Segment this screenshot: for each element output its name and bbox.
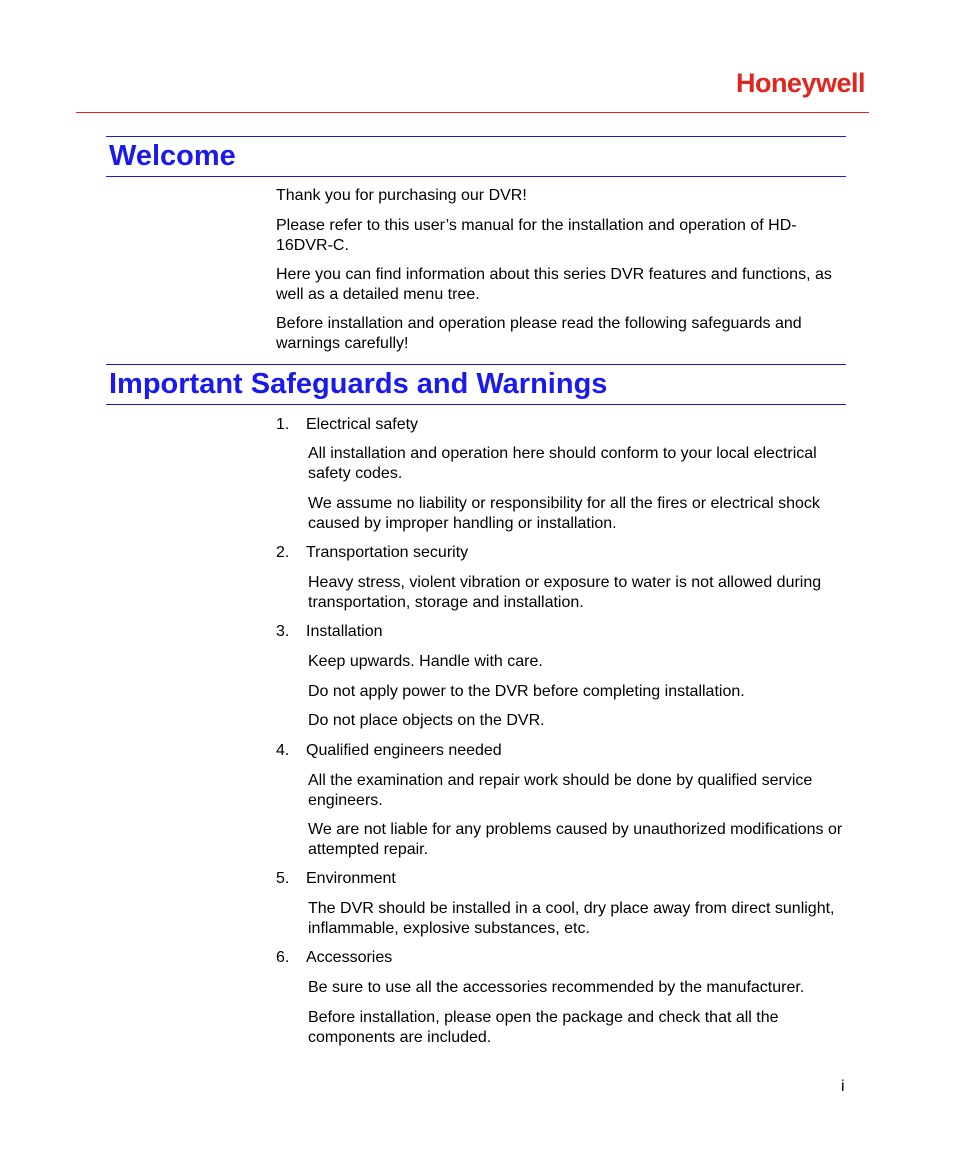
list-item-title: Qualified engineers needed [306,742,502,759]
header-divider [76,112,869,113]
list-item-paragraph: All installation and operation here should conform to your local electrical safety codes. [308,445,817,482]
list-item-paragraph: The DVR should be installed in a cool, dry place away from direct sunlight, inflammable, explosive substances, etc. [308,900,835,937]
list-number: 2. [276,544,290,561]
page-number: i [841,1078,845,1095]
welcome-heading-bar [106,136,846,177]
welcome-paragraph: Thank you for purchasing our DVR! [276,187,527,204]
list-item-paragraph: Do not apply power to the DVR before completing installation. [308,683,745,700]
list-number: 5. [276,870,290,887]
list-item-paragraph: Heavy stress, violent vibration or exposure to water is not allowed during transportation, storage and installation. [308,574,822,611]
welcome-paragraph: Please refer to this user’s manual for the installation and operation of HD-16DVR-C. [276,217,797,254]
list-item-paragraph: Before installation, please open the package and check that all the components are included. [308,1009,779,1046]
list-item-paragraph: We are not liable for any problems caused by unauthorized modifications or attempted repair. [308,821,843,858]
welcome-paragraph: Before installation and operation please read the following safeguards and warnings carefully! [276,315,802,352]
honeywell-logo: Honeywell [735,68,865,98]
list-item-paragraph: Do not place objects on the DVR. [308,712,545,729]
list-number: 6. [276,949,290,966]
welcome-paragraph: Here you can find information about this series DVR features and functions, as well as a detailed menu tree. [276,266,832,303]
list-number: 1. [276,416,290,433]
list-number: 3. [276,623,290,640]
list-item-paragraph: We assume no liability or responsibility for all the fires or electrical shock caused by improper handling or installation. [308,495,820,532]
list-item-title: Accessories [306,949,393,966]
list-item-paragraph: Be sure to use all the accessories recommended by the manufacturer. [308,979,805,996]
safeguards-heading: Important Safeguards and Warnings [109,368,608,400]
list-item-title: Electrical safety [306,416,419,433]
list-item-paragraph: All the examination and repair work should be done by qualified service engineers. [308,772,813,809]
list-number: 4. [276,742,290,759]
list-item-title: Installation [306,623,383,640]
safeguards-heading-bar [106,364,846,405]
list-item-paragraph: Keep upwards. Handle with care. [308,653,543,670]
welcome-heading: Welcome [109,140,236,172]
list-item-title: Transportation security [306,544,469,561]
list-item-title: Environment [306,870,396,887]
